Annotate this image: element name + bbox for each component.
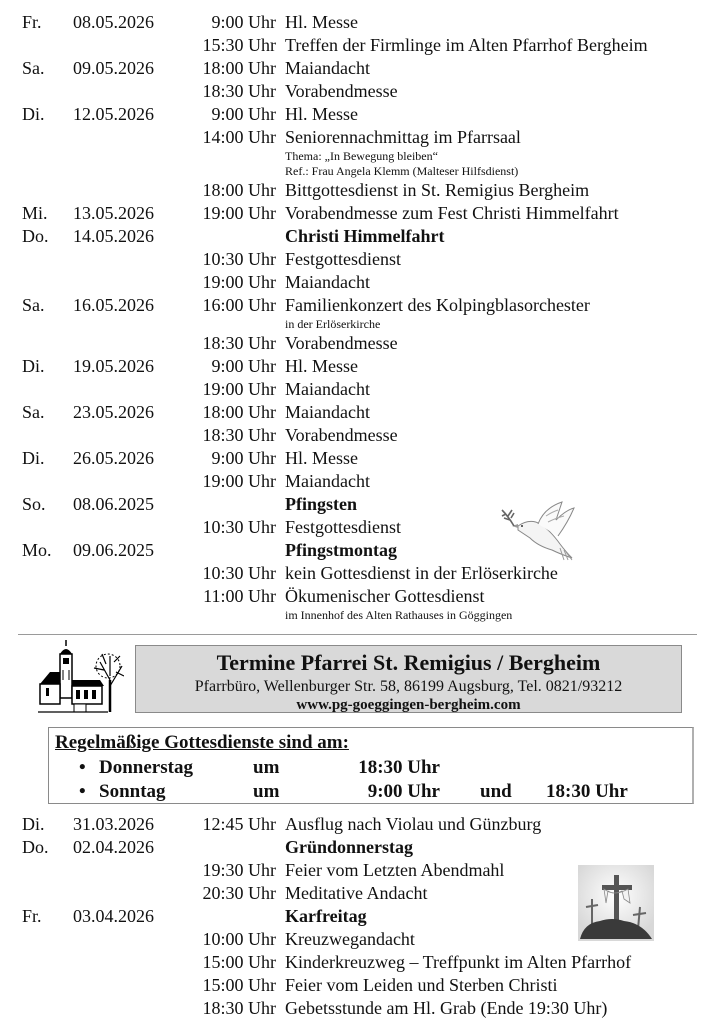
- event-time: 18:00 Uhr: [202, 180, 276, 200]
- event-date: 09.05.2026: [73, 58, 154, 78]
- event-day: Sa.: [22, 402, 45, 422]
- schedule-row: [0, 80, 718, 103]
- event-time: 15:30 Uhr: [202, 35, 276, 55]
- event-event: Maiandacht: [285, 379, 370, 399]
- event-event: im Innenhof des Alten Rathauses in Göggingen: [285, 608, 513, 622]
- event-time: 9:00 Uhr: [211, 104, 276, 124]
- event-date: 23.05.2026: [73, 402, 154, 422]
- event-event: Hl. Messe: [285, 356, 358, 376]
- event-time: 19:00 Uhr: [202, 272, 276, 292]
- event-day: Mi.: [22, 203, 48, 223]
- schedule-row: [0, 57, 718, 80]
- event-event: Treffen der Firmlinge im Alten Pfarrhof Bergheim: [285, 35, 648, 55]
- event-time: 20:30 Uhr: [202, 883, 276, 903]
- schedule-row: [0, 378, 718, 401]
- event-time: 19:00 Uhr: [202, 471, 276, 491]
- schedule-row: [0, 126, 718, 149]
- event-time: 9:00 Uhr: [211, 12, 276, 32]
- event-event: Maiandacht: [285, 471, 370, 491]
- event-event: Gebetsstunde am Hl. Grab (Ende 19:30 Uhr): [285, 998, 608, 1018]
- schedule-row: [0, 539, 718, 562]
- regular-service-line: [49, 756, 692, 780]
- event-time: 16:00 Uhr: [202, 295, 276, 315]
- event-note: [0, 608, 718, 623]
- event-event: kein Gottesdienst in der Erlöserkirche: [285, 563, 558, 583]
- event-event: Ausflug nach Violau und Günzburg: [285, 814, 542, 834]
- regular-service-line: [49, 780, 692, 804]
- schedule-row: [0, 493, 718, 516]
- event-time: 18:00 Uhr: [202, 402, 276, 422]
- regular-services-title: Regelmäßige Gottesdienste sind am:: [55, 732, 349, 753]
- event-time: 9:00 Uhr: [211, 356, 276, 376]
- event-event: Vorabendmesse zum Fest Christi Himmelfahrt: [285, 203, 619, 223]
- schedule-row: [0, 294, 718, 317]
- event-note: [0, 164, 718, 179]
- event-event: Hl. Messe: [285, 448, 358, 468]
- event-event: Gründonnerstag: [285, 837, 414, 857]
- event-date: 31.03.2026: [73, 814, 154, 834]
- event-time: 18:30 Uhr: [202, 333, 276, 353]
- event-day: Di.: [22, 104, 45, 124]
- schedule-row: [0, 447, 718, 470]
- event-event: Kinderkreuzweg – Treffpunkt im Alten Pfarrhof: [285, 952, 632, 972]
- parish-header: [135, 645, 682, 713]
- event-date: 19.05.2026: [73, 356, 154, 376]
- schedule-row: [0, 332, 718, 355]
- event-time: 14:00 Uhr: [202, 127, 276, 147]
- schedule-row: [0, 974, 718, 997]
- schedule-row: [0, 103, 718, 126]
- church-icon: [38, 640, 124, 716]
- event-date: 12.05.2026: [73, 104, 154, 124]
- service-um: um: [253, 757, 280, 778]
- bullet: •: [79, 781, 86, 802]
- event-event: Maiandacht: [285, 272, 370, 292]
- event-time: 19:00 Uhr: [202, 203, 276, 223]
- event-event: Hl. Messe: [285, 104, 358, 124]
- event-event: Maiandacht: [285, 58, 370, 78]
- event-day: Sa.: [22, 58, 45, 78]
- schedule-row: [0, 516, 718, 539]
- event-day: Fr.: [22, 906, 42, 926]
- event-event: Kreuzwegandacht: [285, 929, 415, 949]
- event-event: Pfingstmontag: [285, 540, 397, 560]
- event-date: 13.05.2026: [73, 203, 154, 223]
- event-event: Karfreitag: [285, 906, 367, 926]
- event-date: 09.06.2025: [73, 540, 154, 560]
- event-event: Ökumenischer Gottesdienst: [285, 586, 485, 606]
- event-event: Hl. Messe: [285, 12, 358, 32]
- event-day: Sa.: [22, 295, 45, 315]
- event-date: 03.04.2026: [73, 906, 154, 926]
- event-event: Ref.: Frau Angela Klemm (Malteser Hilfsdienst): [285, 164, 519, 178]
- event-event: Christi Himmelfahrt: [285, 226, 445, 246]
- event-time: 15:00 Uhr: [202, 952, 276, 972]
- event-time: 9:00 Uhr: [211, 448, 276, 468]
- schedule-row: [0, 836, 718, 859]
- service-day: Donnerstag: [99, 757, 193, 778]
- event-date: 14.05.2026: [73, 226, 154, 246]
- schedule-row: [0, 562, 718, 585]
- schedule-row: [0, 202, 718, 225]
- event-event: Bittgottesdienst in St. Remigius Bergheim: [285, 180, 590, 200]
- schedule-row: [0, 271, 718, 294]
- event-event: Pfingsten: [285, 494, 357, 514]
- event-event: Maiandacht: [285, 402, 370, 422]
- event-note: [0, 149, 718, 164]
- schedule-row: [0, 585, 718, 608]
- event-time: 18:30 Uhr: [202, 81, 276, 101]
- schedule-row: [0, 951, 718, 974]
- event-event: Festgottesdienst: [285, 517, 401, 537]
- event-time: 12:45 Uhr: [202, 814, 276, 834]
- parish-website[interactable]: www.pg-goeggingen-bergheim.com: [296, 697, 521, 713]
- event-event: Feier vom Letzten Abendmahl: [285, 860, 505, 880]
- event-time: 19:00 Uhr: [202, 379, 276, 399]
- service-time: 18:30 Uhr: [358, 757, 440, 778]
- event-event: Thema: „In Bewegung bleiben“: [285, 149, 438, 163]
- event-event: Vorabendmesse: [285, 333, 398, 353]
- event-date: 16.05.2026: [73, 295, 154, 315]
- event-day: Do.: [22, 837, 49, 857]
- schedule-row: [0, 34, 718, 57]
- event-event: Festgottesdienst: [285, 249, 401, 269]
- event-time: 18:30 Uhr: [202, 998, 276, 1018]
- event-time: 10:00 Uhr: [202, 929, 276, 949]
- event-time: 10:30 Uhr: [202, 517, 276, 537]
- schedule-row: [0, 470, 718, 493]
- event-day: Mo.: [22, 540, 52, 560]
- event-date: 08.06.2025: [73, 494, 154, 514]
- service-time: 9:00 Uhr: [367, 781, 440, 802]
- event-event: Seniorennachmittag im Pfarrsaal: [285, 127, 521, 147]
- event-time: 10:30 Uhr: [202, 563, 276, 583]
- schedule-row: [0, 355, 718, 378]
- section-divider: [18, 634, 697, 635]
- event-day: Di.: [22, 814, 45, 834]
- schedule-row: [0, 225, 718, 248]
- service-um: um: [253, 781, 280, 802]
- event-day: Di.: [22, 448, 45, 468]
- schedule-row: [0, 179, 718, 202]
- event-day: Do.: [22, 226, 49, 246]
- event-day: Fr.: [22, 12, 42, 32]
- event-date: 26.05.2026: [73, 448, 154, 468]
- dove-icon: [500, 500, 580, 562]
- schedule-row: [0, 813, 718, 836]
- event-event: Meditative Andacht: [285, 883, 428, 903]
- regular-services-box: [48, 727, 694, 804]
- schedule-row: [0, 997, 718, 1020]
- event-time: 19:30 Uhr: [202, 860, 276, 880]
- event-event: Vorabendmesse: [285, 425, 398, 445]
- event-date: 08.05.2026: [73, 12, 154, 32]
- service-day: Sonntag: [99, 781, 166, 802]
- event-day: So.: [22, 494, 46, 514]
- service-und: und: [480, 781, 512, 802]
- event-time: 15:00 Uhr: [202, 975, 276, 995]
- event-time: 11:00 Uhr: [203, 586, 276, 606]
- event-day: Di.: [22, 356, 45, 376]
- bullet: •: [79, 757, 86, 778]
- event-event: Vorabendmesse: [285, 81, 398, 101]
- event-date: 02.04.2026: [73, 837, 154, 857]
- schedule-row: [0, 248, 718, 271]
- event-time: 18:30 Uhr: [202, 425, 276, 445]
- event-event: in der Erlöserkirche: [285, 317, 381, 331]
- parish-title: Termine Pfarrei St. Remigius / Bergheim: [216, 650, 601, 675]
- event-time: 18:00 Uhr: [202, 58, 276, 78]
- service-time-2: 18:30 Uhr: [546, 781, 628, 802]
- cross-icon: [578, 865, 654, 941]
- event-event: Feier vom Leiden und Sterben Christi: [285, 975, 558, 995]
- parish-address: Pfarrbüro, Wellenburger Str. 58, 86199 Augsburg, Tel. 0821/93212: [194, 678, 623, 695]
- event-note: [0, 317, 718, 332]
- schedule-may-june: [0, 11, 718, 623]
- schedule-row: [0, 401, 718, 424]
- event-time: 10:30 Uhr: [202, 249, 276, 269]
- schedule-row: [0, 424, 718, 447]
- event-event: Familienkonzert des Kolpingblasorchester: [285, 295, 590, 315]
- schedule-row: [0, 11, 718, 34]
